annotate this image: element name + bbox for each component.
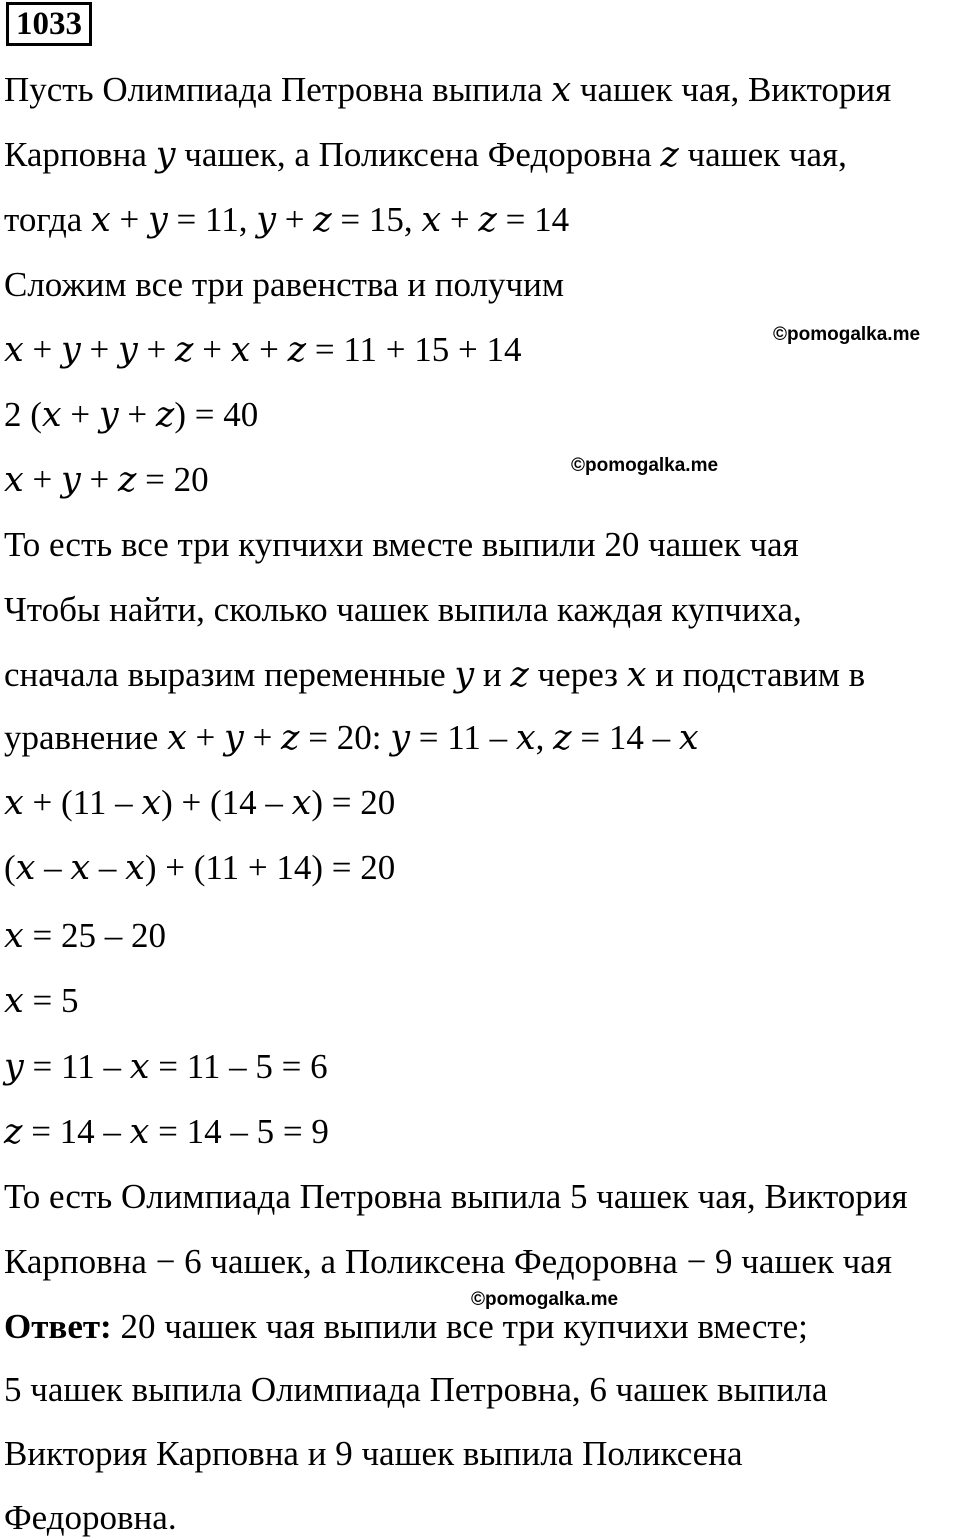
equation-line: 𝑦 = 11 – 𝑥 = 11 – 5 = 6 — [4, 1047, 328, 1086]
text-line: То есть Олимпиада Петровна выпила 5 чашек чая, Виктория — [4, 1177, 908, 1216]
answer-label: Ответ: — [4, 1307, 112, 1346]
answer-line: Виктория Карповна и 9 чашек выпила Поликсена — [4, 1434, 743, 1473]
watermark: ©pomogalka.me — [571, 455, 719, 476]
equation-line: 𝑥 + (11 – 𝑥) + (14 – 𝑥) = 20 — [4, 783, 396, 822]
text-line: Сложим все три равенства и получим — [4, 265, 565, 304]
answer-line — [4, 1307, 808, 1347]
equation-line: 𝑧 = 14 – 𝑥 = 14 – 5 = 9 — [4, 1112, 329, 1151]
text-line: Пусть Олимпиада Петровна выпила 𝑥 чашек чая, Виктория — [4, 70, 892, 109]
answer-line: 5 чашек выпила Олимпиада Петровна, 6 чашек выпила — [4, 1370, 828, 1409]
text-line: Карповна − 6 чашек, а Поликсена Федоровна − 9 чашек чая — [4, 1242, 892, 1281]
text-line: Карповна 𝑦 чашек, а Поликсена Федоровна 𝑧 чашек чая, — [4, 135, 847, 174]
text-line: Чтобы найти, сколько чашек выпила каждая купчиха, — [4, 590, 802, 629]
answer-line: Федоровна. — [4, 1498, 177, 1537]
text-line: сначала выразим переменные 𝑦 и 𝑧 через 𝑥 и подставим в — [4, 655, 866, 694]
text-line: То есть все три купчихи вместе выпили 20 чашек чая — [4, 525, 799, 564]
equation-line: 𝑥 + 𝑦 + 𝑧 = 20 — [4, 460, 209, 499]
problem-number-badge: 1033 — [6, 2, 92, 46]
equation-line: 𝑥 = 25 – 20 — [4, 916, 166, 955]
equation-line: (𝑥 – 𝑥 – 𝑥) + (11 + 14) = 20 — [4, 848, 396, 887]
equation-line: 𝑥 = 5 — [4, 981, 79, 1020]
equation-line: тогда 𝑥 + 𝑦 = 11, 𝑦 + 𝑧 = 15, 𝑥 + 𝑧 = 14 — [4, 200, 570, 239]
answer-text: 20 чашек чая выпили все три купчихи вместе; — [111, 1307, 808, 1346]
watermark: ©pomogalka.me — [471, 1289, 619, 1310]
equation-line: 2 (𝑥 + 𝑦 + 𝑧) = 40 — [4, 395, 259, 434]
equation-line: 𝑥 + 𝑦 + 𝑦 + 𝑧 + 𝑥 + 𝑧 = 11 + 15 + 14 — [4, 330, 522, 369]
watermark: ©pomogalka.me — [773, 324, 921, 345]
equation-line: уравнение 𝑥 + 𝑦 + 𝑧 = 20: 𝑦 = 11 – 𝑥, 𝑧 = 14 – 𝑥 — [4, 718, 699, 757]
